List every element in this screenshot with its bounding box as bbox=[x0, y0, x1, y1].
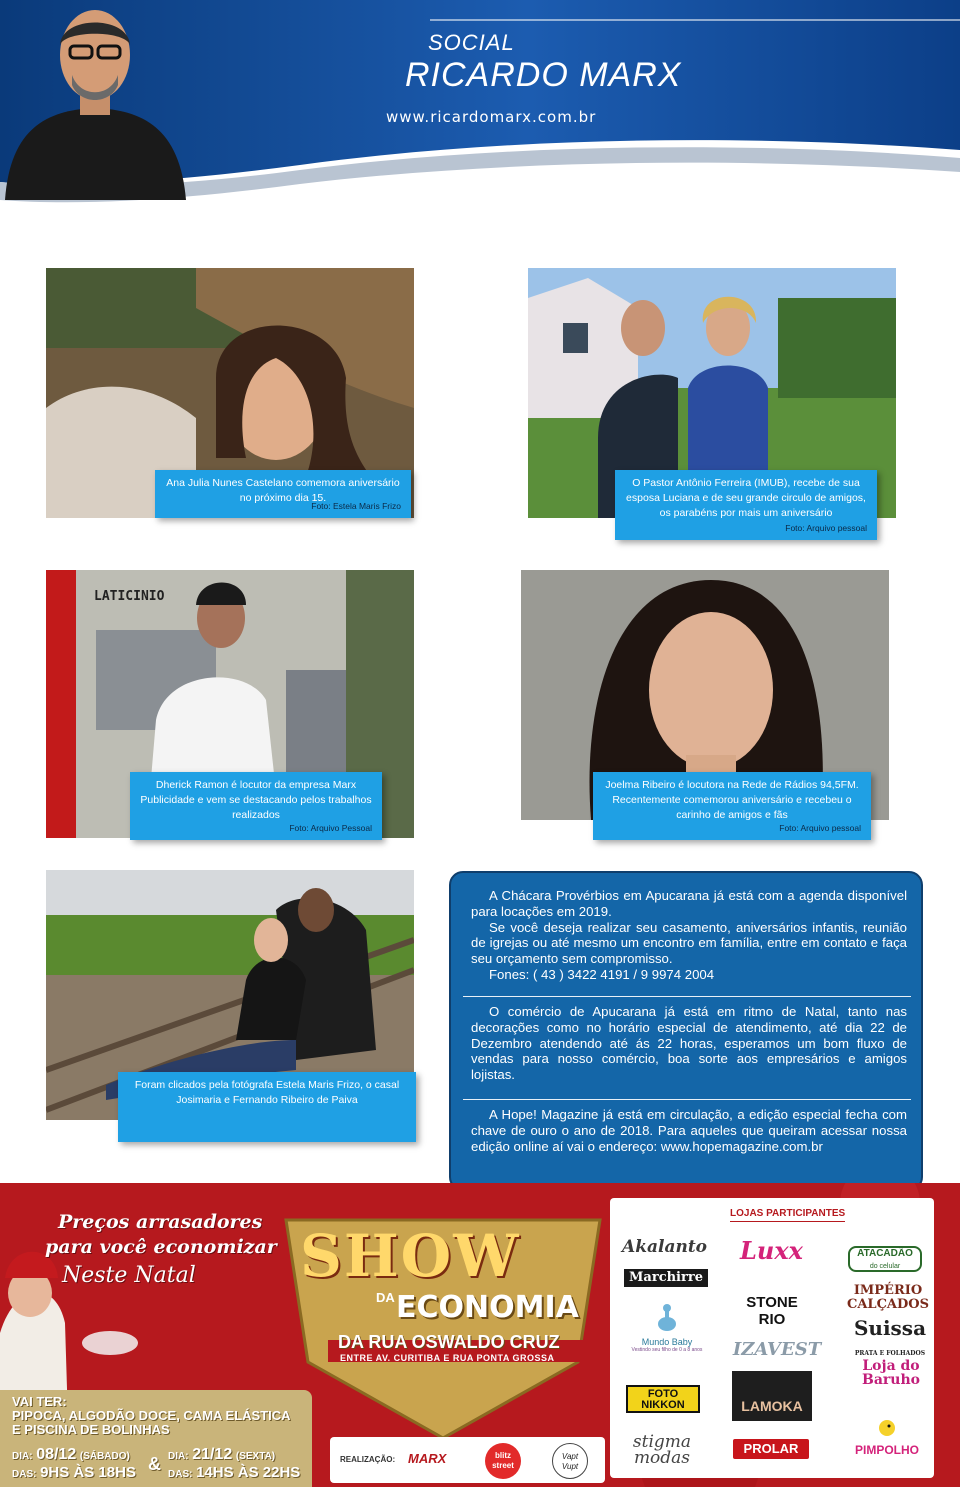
caption-pastor-antonio bbox=[615, 470, 877, 540]
header-banner bbox=[0, 0, 960, 215]
show-between-streets: ENTRE AV. CURITIBA E RUA PONTA GROSSA bbox=[340, 1353, 555, 1363]
store-logo-foto-nikkon: FOTO NIKKON bbox=[626, 1385, 700, 1413]
news-paragraph: O comércio de Apucarana já está em ritmo de Natal, tanto nas decorações como no horário especial de atendimento, até dia 22 de Dezembro atendendo até ás 22 horas, esperamos um bom fluxo de vendas para nosso comércio, boa sorte aos empresários e amigos lojistas. bbox=[471, 1004, 907, 1083]
show-logo-panel bbox=[278, 1212, 608, 1372]
realizacao-strip bbox=[330, 1437, 605, 1483]
store-name: ATACADÃO bbox=[857, 1248, 913, 1259]
photo-credit: Foto: Estela Maris Frizo bbox=[311, 501, 401, 511]
sponsor-vapt-vupt-logo: Vapt Vupt bbox=[552, 1443, 588, 1479]
caption-text: O Pastor Antônio Ferreira (IMUB), recebe de sua esposa Luciana e de seu grande circulo de amigos, os parabéns por mais um aniversário bbox=[626, 477, 866, 519]
show-street: DA RUA OSWALDO CRUZ bbox=[338, 1332, 560, 1352]
store-subtitle: do celular bbox=[869, 1263, 901, 1270]
website-link[interactable]: www.ricardomarx.com.br bbox=[386, 108, 597, 126]
sponsor-blitz-street-logo: blitz street bbox=[485, 1443, 521, 1479]
store-name: PIMPOLHO bbox=[854, 1443, 919, 1457]
caption-text: Joelma Ribeiro é locutora na Rede de Rádios 94,5FM. Recentemente comemorou aniversário e recebeu o carinho de amigos e fãs bbox=[605, 779, 859, 821]
realizacao-label: REALIZAÇÃO: bbox=[340, 1455, 396, 1464]
store-logo-izavest: IZAVEST bbox=[732, 1339, 822, 1360]
ad-headline: para você economizar bbox=[45, 1236, 277, 1258]
hours2-label: DAS: bbox=[168, 1469, 193, 1480]
attractions-line2: E PISCINA DE BOLINHAS bbox=[12, 1422, 170, 1437]
laticinio-sign: LATICINIO bbox=[94, 589, 165, 604]
day2-weekday: (SEXTA) bbox=[235, 1451, 276, 1462]
ad-headline: Preços arrasadores bbox=[58, 1211, 263, 1233]
store-logo-mundo-baby bbox=[628, 1304, 706, 1362]
photo-credit: Foto: Arquivo pessoal bbox=[785, 523, 867, 533]
store-subtitle: PRATA E FOLHADOS bbox=[854, 1350, 926, 1357]
stores-title: LOJAS PARTICIPANTES bbox=[730, 1208, 845, 1222]
sponsor-marx-logo: MARX bbox=[408, 1451, 447, 1466]
columnist-portrait bbox=[0, 0, 190, 200]
day1-date: 08/12 bbox=[36, 1446, 77, 1463]
show-da: DA bbox=[376, 1290, 395, 1305]
hours1-label: DAS: bbox=[12, 1469, 37, 1480]
store-logo-luxx: Luxx bbox=[740, 1236, 803, 1265]
giraffe-icon bbox=[655, 1304, 679, 1332]
caption-text: Ana Julia Nunes Castelano comemora aniversário no próximo dia 15. bbox=[166, 477, 400, 504]
caption-ana-julia bbox=[155, 470, 411, 518]
store-logo-stigma bbox=[622, 1434, 702, 1466]
caption-dherick-ramon bbox=[130, 772, 382, 840]
day2-label: DIA: bbox=[168, 1451, 189, 1462]
caption-couple-railway bbox=[118, 1072, 416, 1142]
news-paragraph: A Hope! Magazine já está em circulação, a edição especial fecha com chave de ouro o ano de 2018. Para aqueles que queiram acessar nossa edição online aí vai o endereço: www.hopemagazine.com.br bbox=[471, 1107, 907, 1154]
day1-weekday: (SÁBADO) bbox=[79, 1451, 130, 1462]
news-comercio-natal bbox=[471, 1004, 907, 1083]
hours2: 14HS ÀS 22HS bbox=[196, 1464, 301, 1481]
store-logo-loja-do-baruho: Loja do Baruho bbox=[862, 1358, 920, 1388]
duck-icon bbox=[877, 1418, 897, 1438]
news-paragraph: A Chácara Provérbios em Apucarana já está com a agenda disponível para locações em 2019. bbox=[471, 888, 907, 919]
news-hope-magazine bbox=[471, 1107, 907, 1154]
column-label: SOCIAL bbox=[428, 30, 515, 55]
news-contact-phones: Fones: ( 43 ) 3422 4191 / 9 9974 2004 bbox=[489, 966, 715, 982]
store-logo-prolar: PROLAR bbox=[733, 1439, 809, 1459]
event-dates-panel bbox=[0, 1390, 312, 1487]
news-paragraph: Se você deseja realizar seu casamento, aniversários infantis, reunião de igrejas ou até mesmo um encontro em família, entre em contato e faça seu orçamento sem compromisso. bbox=[471, 919, 907, 967]
store-subtitle: Vestindo seu filho de 0 a 8 anos bbox=[631, 1347, 703, 1353]
store-name: Mundo Baby bbox=[641, 1337, 693, 1347]
caption-text: Dherick Ramon é locutor da empresa Marx Publicidade e vem se destacando pelos trabalhos realizados bbox=[140, 779, 372, 821]
section-divider bbox=[463, 1099, 911, 1100]
day1-label: DIA: bbox=[12, 1451, 33, 1462]
store-logo-stone-rio: STONE RIO bbox=[746, 1294, 798, 1328]
store-logo-marchirre: Marchirre bbox=[624, 1269, 708, 1287]
show-title: SHOW bbox=[300, 1222, 521, 1290]
show-economia: ECONOMIA bbox=[396, 1290, 579, 1325]
store-name: Suissa bbox=[853, 1316, 927, 1340]
ampersand: & bbox=[148, 1454, 161, 1474]
store-logo-pimpolho bbox=[850, 1418, 924, 1457]
news-chacara-proverbios bbox=[471, 888, 907, 983]
photo-credit: Foto: Arquivo Pessoal bbox=[289, 823, 372, 833]
store-logo-lamoka: LAMOKA bbox=[732, 1371, 812, 1421]
store-logo-akalanto: Akalanto bbox=[622, 1237, 708, 1257]
vai-ter-label: VAI TER: bbox=[12, 1394, 67, 1409]
caption-text: Foram clicados pela fotógrafa Estela Maris Frizo, o casal Josimaria e Fernando Ribeiro de Paiva bbox=[134, 1079, 400, 1106]
section-divider bbox=[463, 996, 911, 997]
columnist-name: RICARDO MARX bbox=[405, 56, 682, 94]
hours1: 9HS ÀS 18HS bbox=[40, 1464, 136, 1481]
store-logo-atacadao bbox=[848, 1246, 922, 1272]
attractions-line1: PIPOCA, ALGODÃO DOCE, CAMA ELÁSTICA bbox=[12, 1408, 291, 1423]
photo-credit: Foto: Arquivo pessoal bbox=[779, 823, 861, 833]
caption-joelma-ribeiro bbox=[593, 772, 871, 840]
news-box bbox=[449, 871, 923, 1191]
store-logo-imperio-calcados: IMPÉRIO CALÇADOS bbox=[847, 1283, 929, 1312]
day2-date: 21/12 bbox=[192, 1446, 233, 1463]
ad-headline-natal: Neste Natal bbox=[62, 1263, 196, 1288]
store-name: stigma modas bbox=[632, 1432, 692, 1468]
